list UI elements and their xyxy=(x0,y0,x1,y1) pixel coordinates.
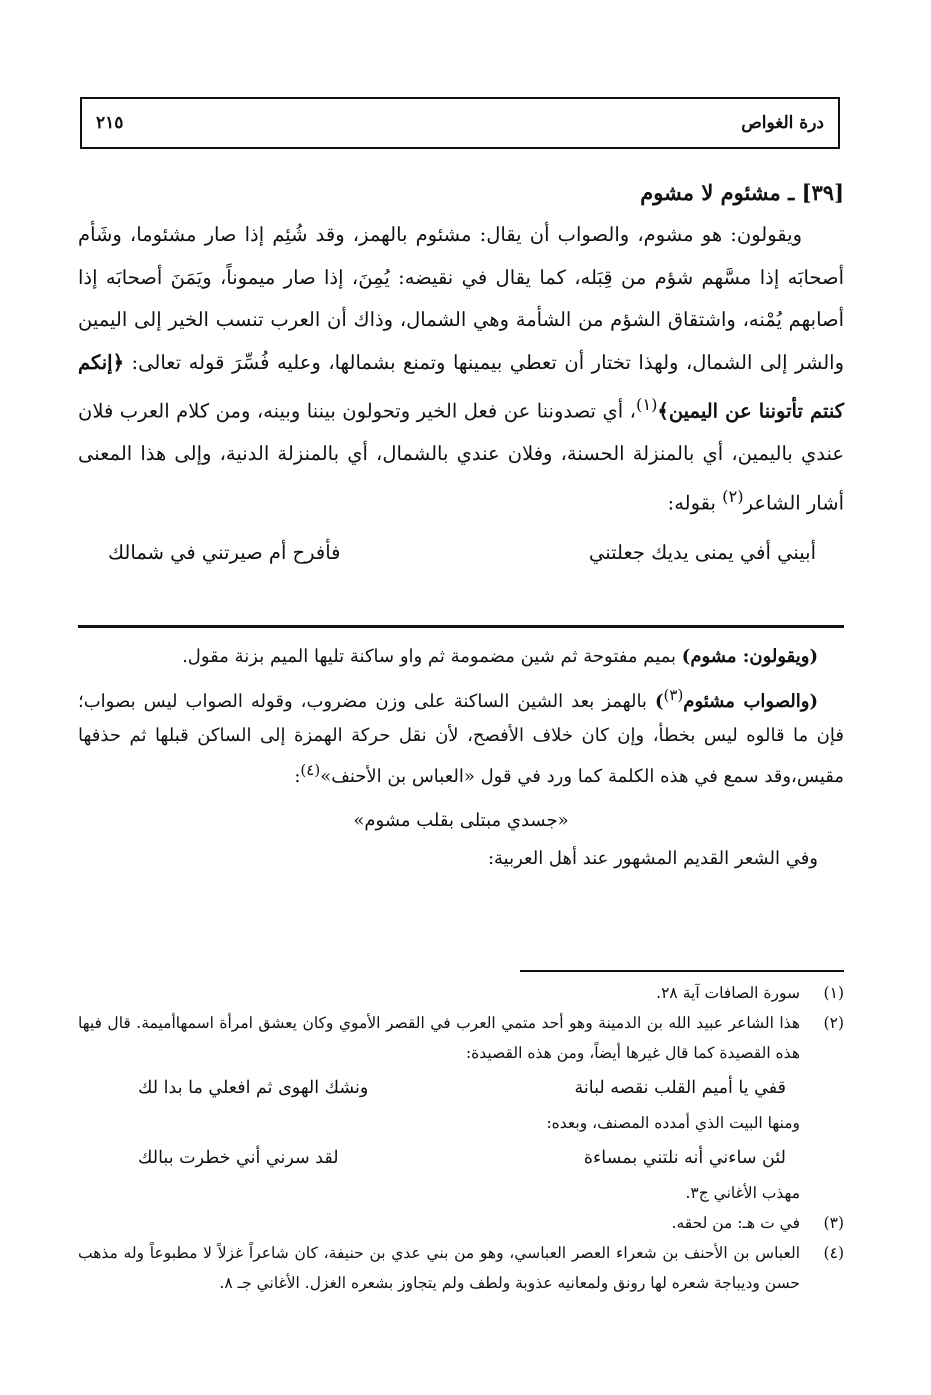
footnote-number: (٤) xyxy=(823,1244,844,1262)
footnote-item xyxy=(78,978,844,1008)
commentary xyxy=(78,640,844,880)
footnote-source: مهذب الأغاني ج٣. xyxy=(685,1184,800,1202)
commentary-paragraph: (والصواب مشئوم$^{(٣)}$) بالهمز بعد الشين الساكنة على وزن مضروب، وقوله الصواب ليس بصواب؛ فإن ما قالوه ليس بخطأ، وإن كان خلاف الأفصح، لأن نقل حركة الهمزة إلى الساكن قبلها ثم حذفها مقيس،وقد سمع في هذه الكلمة كما ورد في قول «العباس بن الأحنف»$^{(٤)}$: xyxy=(78,686,844,787)
commentary-paragraph: (ويقولون: مشوم) بميم مفتوحة ثم شين مضمومة ثم واو ساكنة تليها الميم بزنة مقول. xyxy=(182,646,818,667)
footnote-ref: (١) xyxy=(635,395,658,414)
footnote-number: (٣) xyxy=(823,1214,844,1232)
footnote-item xyxy=(78,1208,844,1238)
footnote-text: في ت هـ: من لحقه. xyxy=(671,1214,800,1232)
book-title: درة الغواص xyxy=(741,113,824,133)
footnote-text: سورة الصافات آية ٢٨. xyxy=(656,984,800,1002)
footnote-divider xyxy=(520,970,844,972)
footnote-verse: لئن ساءني أنه نلتني بمساءة لقد سرني أني خطرت ببالك xyxy=(138,1148,786,1168)
footnote-text: ومنها البيت الذي أمدده المصنف، وبعده: xyxy=(546,1114,800,1132)
verse-first-hemistich: أبيني أفي يمنى يديك جعلتني xyxy=(589,540,816,564)
footnote-ref: (٢) xyxy=(722,486,744,506)
quran-quote: ﴿إنكم كنتم تأتوننا عن اليمين﴾ xyxy=(78,350,845,423)
footnote-text: هذا الشاعر عبيد الله بن الدمينة وهو أحد متمي العرب في القصر الأموي وكان يعشق امرأة اسمهاأميمة. قال فيها هذه القصيدة كما قال غيرها أيضاً، ومن هذه القصيدة: xyxy=(78,1014,800,1062)
footnote-item xyxy=(78,1238,844,1298)
running-header xyxy=(80,97,840,149)
commentary-paragraph: وفي الشعر القديم المشهور عند أهل العربية: xyxy=(487,848,818,869)
main-text xyxy=(78,214,844,571)
page-number: ٢١٥ xyxy=(96,113,124,133)
poetry-verse xyxy=(78,535,844,571)
section-title: [٣٩] ـ مشئوم لا مشوم xyxy=(640,180,844,205)
quoted-verse: «جسدي مبتلى بقلب مشوم» xyxy=(353,810,569,831)
footnotes xyxy=(78,978,844,1298)
footnote-ref: (٤) xyxy=(300,761,321,779)
main-paragraph: ويقولون: هو مشوم، والصواب أن يقال: مشئوم بالهمز، وقد شُئِم إذا صار مشئوما، وشَأم أصحابَه إذا مسَّهم شؤم من قِبَله، كما يقال في نقيضه: يُمِنَ، إذا صار ميموناً، ويَمَنَ أصحابَه إذا أصابهم يُمْنه، واشتقاق الشؤم من الشأمة وهي الشمال، وذاك أن العرب تنسب الخير إلى اليمين والشر إلى الشمال، ولهذا تختار أن تعطي بيمينها وتمنع بشمالها، وعليه فُسِّرَ قوله تعالى: ﴿إنكم كنتم تأتوننا عن اليمين﴾$^{(١)}$، أي تصدوننا عن فعل الخير وتحولون بيننا وبينه، ومن كلام العرب فلان عندي باليمين، أي بالمنزلة الحسنة، وفلان عندي بالشمال، أي بالمنزلة الدنية، وإلى هذا المعنى أشار الشاعر$^{(٢)}$ بقوله: xyxy=(78,223,845,514)
footnote-item xyxy=(78,1008,844,1068)
footnote-number: (٢) xyxy=(823,1014,844,1032)
commentary-divider xyxy=(78,625,844,628)
footnote-text: العباس بن الأحنف بن شعراء العصر العباسي، وهو من بني عدي بن حنيفة، كان شاعراً غزلاً لا مطبوعاً وله مذهب حسن وديباجة شعره لها رونق ولمعانيه عذوبة ولطف ولم يتجاوز بشعره الغزل. الأغاني جـ ٨. xyxy=(78,1244,800,1292)
footnote-verse: قفي يا أميم القلب نقصه لبانة ونشك الهوى ثم افعلي ما بدا لك xyxy=(138,1078,786,1098)
verse-second-hemistich: فأفرح أم صيرتني في شمالك xyxy=(108,540,341,564)
footnote-number: (١) xyxy=(823,984,844,1002)
footnote-ref: (٣) xyxy=(663,686,684,704)
